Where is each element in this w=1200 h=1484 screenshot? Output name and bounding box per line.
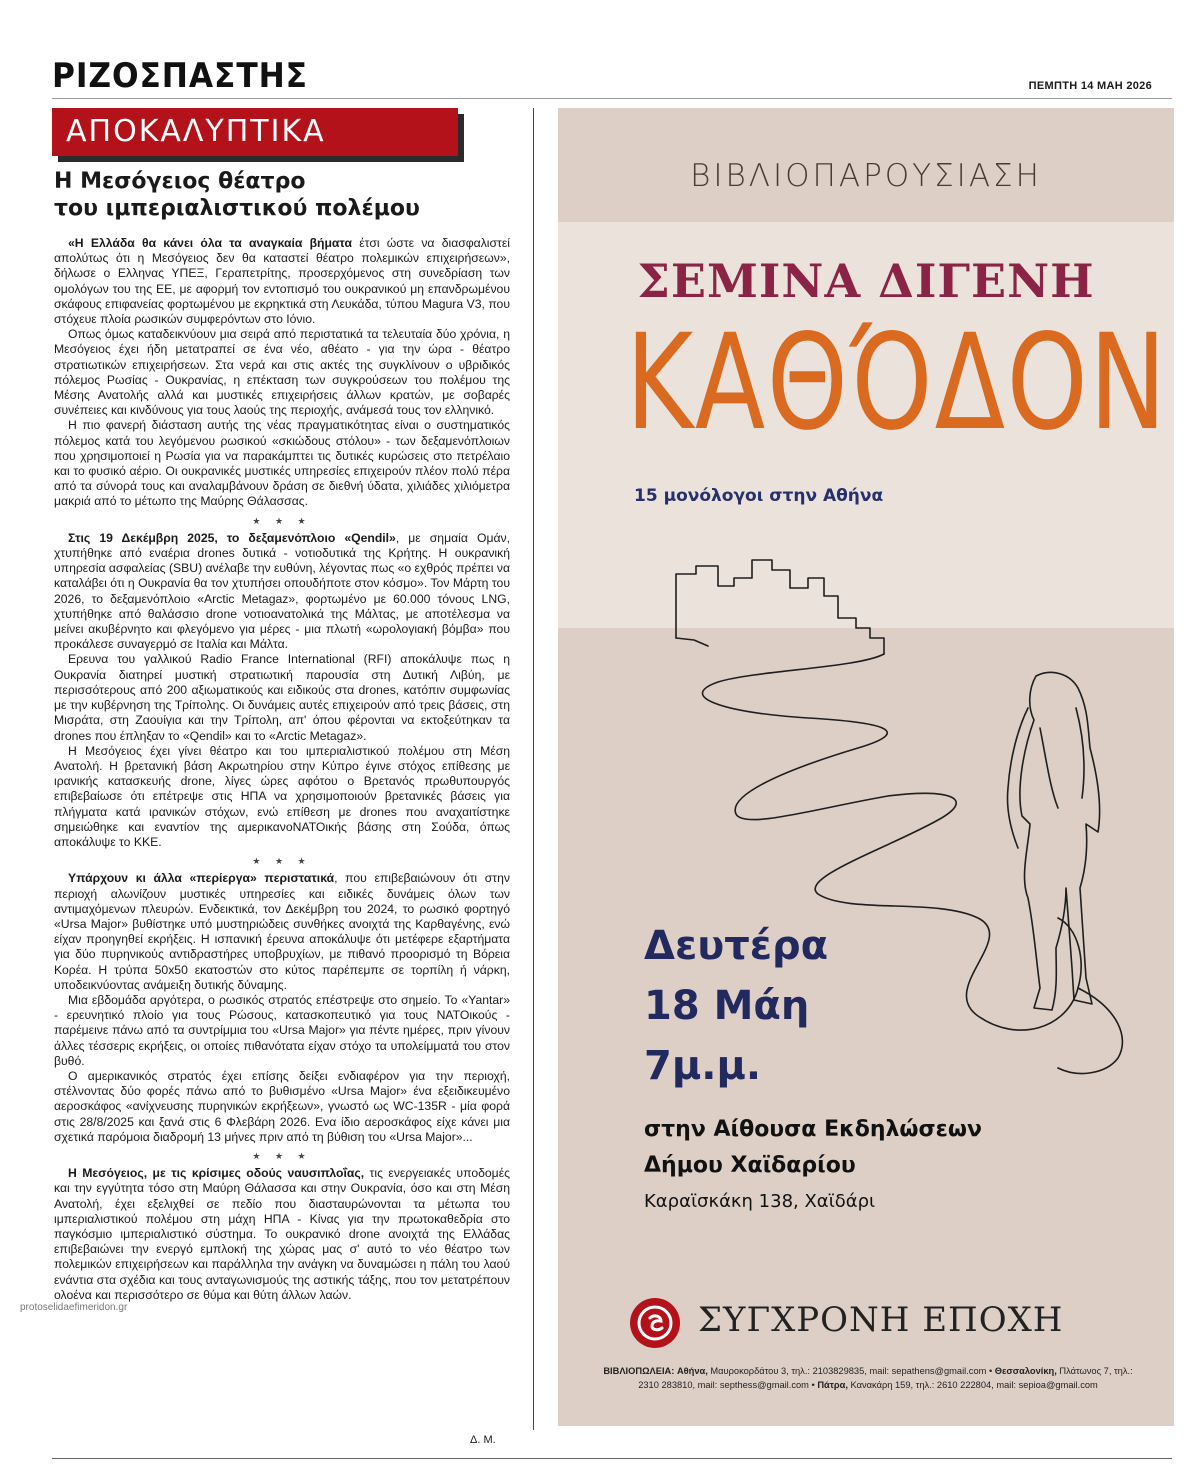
section-separator: ★ ★ ★ [252, 1150, 312, 1161]
paragraph-text: τις ενεργειακές υποδομές και την εγγύτητα τόσο στη Μαύρη Θάλασσα και στην Ουκρανία, όσο και στη Μέση Ανατολή, έχει εξελιχθεί σε πεδίο που διασταυρώνονται τα μέτωπα του ιμπεριαλιστικού πολέμου στη μάχη ΗΠΑ - Κίνας για την πρωτοκαθεδρία στο παγκόσμιο ιμπεριαλιστικό σύστημα. Το ουκρανικό drone ανοιχτά της Ελλάδας επιβεβαιώνει την ενεργό εμπλοκή της χώρας μας σ' αυτό το νέο θέατρο των πολεμικών επιχειρήσεων και παράλληλα την ανάγκη να δυναμώσει η πάλη του λαού ενάντια στα σχέδια και τους ανταγωνισμούς της αστικής τάξης, που τον μετατρέπουν ολοένα και περισσότερο σε θύμα και θύτη άλλων λαών. [54, 1166, 510, 1302]
paragraph-text: , που επιβεβαιώνουν ότι στην περιοχή αλωνίζουν μυστικές υπηρεσίες και ειδικές δυνάμεις όλων των αντιμαχόμενων πλευρών. Ενδεικτικά, τον Δεκέμβρη του 2024, το ρωσικό φορτηγό «Ursa Major» βυθίστηκε υπό μυστηριώδεις συνθήκες ανοιχτά της Καρθαγένης, ενώ είχαν προηγηθεί εκρήξεις. Η ισπανική έρευνα αποκάλυψε ότι μετέφερε εξαρτήματα για δύο πυρηνικούς αντιδραστήρες υποβρυχίων, με πιθανό προορισμό τη Βόρεια Κορέα. Η τρύπα 50x50 εκατοστών στο κύτος παρέπεμπε σε τορπίλη ή νάρκη, υποδεικνύοντας ανάμειξη δυτικής δύναμης. [54, 871, 510, 992]
lead-bold: Η Μεσόγειος, με τις κρίσιμες οδούς ναυσιπλοΐας, [68, 1166, 365, 1181]
event-venue [644, 1112, 982, 1220]
footer-patra: Πάτρα, [817, 1380, 848, 1390]
headline-line-1: Η Μεσόγειος θέατρο [54, 169, 306, 194]
masthead-logo: ΡΙΖΟΣΠΑΣΤΗΣ [52, 56, 308, 96]
bookstores-footer [598, 1364, 1138, 1392]
footer-thessaloniki: Θεσσαλονίκη, [994, 1366, 1057, 1376]
event-date: 18 Μάη [644, 983, 810, 1029]
column-divider [533, 108, 534, 1430]
book-title: ΚΑΘΌΔΟΝ [625, 306, 1168, 460]
paragraph-9: Ο αμερικανικός στρατός έχει επίσης δείξει ενδιαφέρον για την περιοχή, στέλνοντας δύο φορές πάνω από το βυθισμένο «Ursa Major» ένα εξειδικευμένο αεροσκάφος «ανίχνευσης πυρηνικών εκρήξεων», γνωστό ως WC-135R - μία φορά στις 28/8/2025 και ξανά στις 6 Φλεβάρη 2026. Ενα ίδιο αεροσκάφος είχε κάνει μια σχετικά παρόμοια διαδρομή 13 μήνες πριν από τη βύθιση του «Ursa Major»... [54, 1068, 510, 1144]
paragraph-4 [54, 531, 510, 653]
bottom-rule [52, 1458, 1172, 1459]
section-separator: ★ ★ ★ [252, 856, 312, 867]
event-day: Δευτέρα [644, 923, 829, 969]
event-datetime [644, 916, 828, 1096]
paragraph-10 [54, 1166, 510, 1303]
publisher-name: ΣΥΓΧΡΟΝΗ ΕΠΟΧΗ [698, 1300, 1064, 1340]
paragraph-7 [54, 871, 510, 993]
paragraph-6: Η Μεσόγειος έχει γίνει θέατρο και του ιμπεριαλιστικού πολέμου στη Μέση Ανατολή. Η βρετανική βάση Ακρωτηρίου στην Κύπρο έγινε στόχος επίθεσης με ιρανικής κατασκευής drone, λίγες ώρες αφότου ο Βρετανός πρωθυπουργός επιβεβαίωσε ότι επέτρεψε στις ΗΠΑ να χρησιμοποιούν βρετανικές βάσεις για πλήγματα κατά ιρανικών στόχων, ενώ επίθεση με drones που αναχαιτίστηκε σημειώθηκε και εναντίον της αμερικανοΝΑΤΟικής βάσης στη Σούδα, όπως αποκάλυψε το ΚΚΕ. [54, 743, 510, 849]
venue-address: Καραϊσκάκη 138, Χαϊδάρι [644, 1191, 876, 1212]
book-subtitle: 15 μονόλογοι στην Αθήνα [634, 486, 884, 506]
venue-line-1: στην Αίθουσα Εκδηλώσεων [644, 1117, 983, 1142]
lead-bold: Υπάρχουν κι άλλα «περίεργα» περιστατικά [68, 871, 335, 886]
paragraph-8: Μια εβδομάδα αργότερα, ο ρωσικός στρατός επέστρεψε στο σημείο. Το «Yantar» - ερευνητικό πλοίο για τους Ρώσους, κατασκοπευτικό για τους ΝΑΤΟικούς - παρέμεινε πάνω από τα συντρίμμια του «Ursa Major» για πέντε ημέρες, πριν γίνουν άλλες τέσσερις εκρήξεις, οι οποίες πιθανότατα είχαν στόχο τα υπολείμματά του στον βυθό. [54, 992, 510, 1068]
paragraph-3: Η πιο φανερή διάσταση αυτής της νέας πραγματικότητας είναι ο συστηματικός πόλεμος κατά του λεγόμενου ρωσικού «σκιώδους στόλου» - των δεξαμενόπλοιων που χρησιμοποιεί η Ρωσία για να παρακάμπτει τις δυτικές κυρώσεις στο πετρέλαιο και το φυσικό αέριο. Οι ουκρανικές μυστικές υπηρεσίες επιχειρούν πλέον πολύ πέρα από τα σύνορά τους και αναλαμβάνουν δράση σε διεθνή ύδατα, χιλιάδες χιλιόμετρα μακριά από το μέτωπο της Μαύρης Θάλασσας. [54, 418, 510, 509]
book-author: ΣΕΜΙΝΑ ΔΙΓΕΝΗ [637, 254, 1095, 308]
top-rule [52, 98, 1172, 99]
author-signature: Δ. Μ. [470, 1434, 496, 1446]
paragraph-1 [54, 236, 510, 327]
venue-line-2: Δήμου Χαϊδαρίου [644, 1153, 856, 1178]
event-time: 7μ.μ. [644, 1043, 762, 1089]
headline-line-2: του ιμπεριαλιστικού πολέμου [54, 196, 420, 221]
article-body [54, 236, 510, 1303]
paragraph-5: Ερευνα του γαλλικού Radio France International (RFI) αποκάλυψε πως η Ουκρανία διατηρεί μυστική στρατιωτική παρουσία στη Δυτική Λιβύη, με περισσότερους από 200 αξιωματικούς και ειδικούς στα drones, κατόπιν συμφωνίας με την κυβέρνηση της Τρίπολης. Οι δυνάμεις αυτές επιχειρούν από τρεις βάσεις, στη Μισράτα, στη Ζαουίγια και την Τρίπολη, απ' όπου φέρονται να εκτοξεύτηκαν τα drones που έπληξαν το «Qendil» και το «Arctic Metagaz». [54, 652, 510, 743]
paragraph-2: Οπως όμως καταδεικνύουν μια σειρά από περιστατικά τα τελευταία δύο χρόνια, η Μεσόγειος έχει ήδη μετατραπεί σε ένα νέο, αθέατο - για την ώρα - θέατρο στρατιωτικών επιχειρήσεων. Στα νερά και στις ακτές της συγκλίνουν ο υβριδικός πόλεμος Ρωσίας - Ουκρανίας, η επέκταση των συγκρούσεων του πολέμου της Μέσης Ανατολής αλλά και μυστικές επιχειρήσεις άλλων κρατών, με σοβαρές συνέπειες και κινδύνους για τους λαούς της περιοχής, ανάμεσά τους τον ελληνικό. [54, 327, 510, 418]
issue-date: ΠΕΜΠΤΗ 14 ΜΑΗ 2026 [1028, 80, 1152, 92]
lead-bold: «Η Ελλάδα θα κάνει όλα τα αναγκαία βήματα [68, 236, 352, 250]
footer-label: ΒΙΒΛΙΟΠΩΛΕΙΑ: [603, 1366, 675, 1376]
section-separator: ★ ★ ★ [252, 515, 312, 526]
paragraph-text: έτσι ώστε να διασφαλιστεί απολύτως ότι η Μεσόγειος δεν θα καταστεί θέατρο πολεμικών επιχειρήσεων», δήλωσε ο Ελληνας ΥΠΕΞ, Γεραπετρίτης, προσερχόμενος στη συνεδρίαση των ομολόγων του της ΕΕ, με αφορμή τον εντοπισμό του ουκρανικού μη επανδρωμένου σκάφους επιφανείας φορτωμένου με εκρηκτικά στη Λευκάδα, τύπου Magura V3, που στόχευε πλοία ρωσικών συμφερόντων στο Ιόνιο. [54, 236, 510, 327]
footer-athens: Αθήνα, [676, 1366, 708, 1376]
section-banner [52, 108, 458, 156]
footer-thessaloniki-text: Πλάτωνος 7, τηλ.: 2310 283810, mail: septhess@gmail.com • [638, 1366, 1133, 1390]
ad-label: ΒΙΒΛΙΟΠΑΡΟΥΣΙΑΣΗ [690, 158, 1042, 194]
paragraph-text: , με σημαία Ομάν, χτυπήθηκε από εναέρια drones δυτικά - νοτιοδυτικά της Κρήτης. Η ουκρανική υπηρεσία ασφαλείας (SBU) ανέλαβε την ευθύνη, λέγοντας πως «ο εχθρός πρέπει να καταλάβει ότι η Ουκρανία θα τον χτυπήσει οπουδήποτε στον κόσμο». Τον Μάρτη του 2026, το δεξαμενόπλοιο «Arctic Metagaz», φορτωμένο με 60.000 τόνους LNG, χτυπήθηκε από θαλάσσιο drone νοτιοανατολικά της Μάλτας, με αποτέλεσμα να μείνει ακυβέρνητο και φλεγόμενο για μέρες - μια πλωτή «ωρολογιακή βόμβα» που προκάλεσε συναγερμό σε Ιταλία και Μάλτα. [54, 530, 510, 652]
article-headline [54, 168, 474, 222]
site-watermark: protoselidaefimeridon.gr [20, 1302, 128, 1313]
book-ad [558, 108, 1174, 1426]
footer-athens-text: Μαυροκορδάτου 3, τηλ.: 2103829835, mail: sepathens@gmail.com • [707, 1366, 995, 1376]
lead-bold: Στις 19 Δεκέμβρη 2025, το δεξαμενόπλοιο «Qendil» [68, 530, 396, 545]
publisher-logo-icon [628, 1296, 682, 1350]
section-label: ΑΠΟΚΑΛΥΠΤΙΚΑ [66, 114, 326, 149]
footer-patra-text: Κανακάρη 159, τηλ.: 2610 222804, mail: sepioa@gmail.com [847, 1380, 1098, 1390]
